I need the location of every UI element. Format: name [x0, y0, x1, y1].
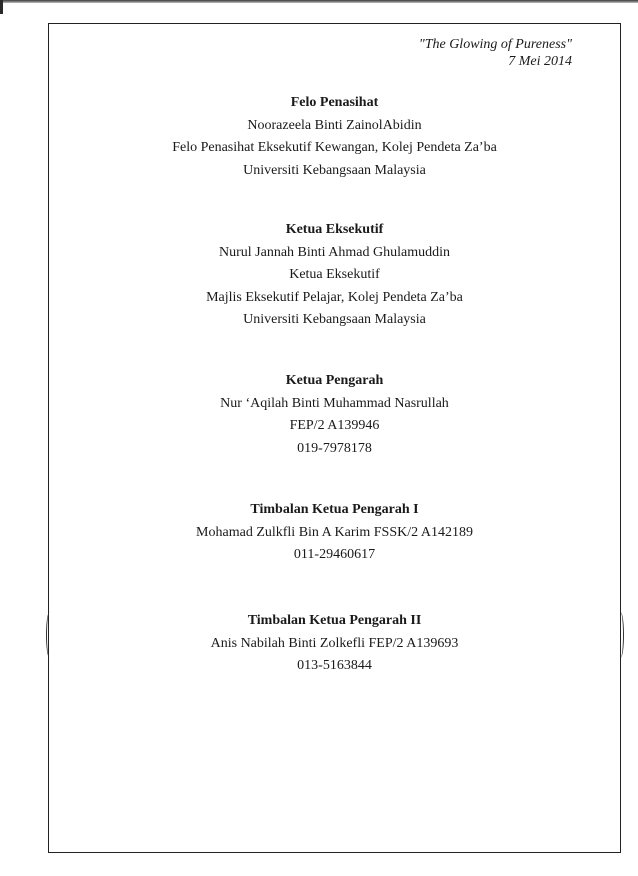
- scan-edge-top: [0, 0, 638, 3]
- section-line: Universiti Kebangsaan Malaysia: [243, 162, 426, 178]
- section-line: Nurul Jannah Binti Ahmad Ghulamuddin: [219, 244, 450, 260]
- section-title: Felo Penasihat: [290, 95, 379, 110]
- section-title: Timbalan Ketua Pengarah I: [250, 502, 419, 517]
- section-line: Nur ‘Aqilah Binti Muhammad Nasrullah: [220, 395, 449, 411]
- section-line: Noorazeela Binti ZainolAbidin: [247, 117, 422, 133]
- section-line: Universiti Kebangsaan Malaysia: [243, 312, 426, 327]
- document-date: 7 Mei 2014: [508, 54, 572, 69]
- section-timbalan-ketua-pengarah-2: [48, 610, 621, 678]
- section-line: Majlis Eksekutif Pelajar, Kolej Pendeta Za’ba: [206, 289, 463, 305]
- section-line: 013-5163844: [297, 658, 372, 673]
- header-block: [419, 36, 572, 70]
- section-line: 019-7978178: [297, 440, 372, 456]
- section-title: Ketua Pengarah: [285, 373, 384, 388]
- tagline: "The Glowing of Pureness": [418, 37, 572, 52]
- section-timbalan-ketua-pengarah-1: [48, 499, 621, 567]
- section-title: Timbalan Ketua Pengarah II: [247, 613, 422, 628]
- section-title: Ketua Eksekutif: [285, 222, 384, 237]
- section-felo-penasihat: [48, 92, 621, 182]
- section-ketua-pengarah: [48, 370, 621, 460]
- section-line: Ketua Eksekutif: [289, 267, 380, 282]
- scan-edge-left: [0, 0, 3, 14]
- section-line: 011-29460617: [293, 547, 376, 562]
- section-line: FEP/2 A139946: [289, 418, 380, 433]
- section-line: Mohamad Zulkfli Bin A Karim FSSK/2 A142189: [196, 524, 473, 540]
- section-line: Anis Nabilah Binti Zolkefli FEP/2 A139693: [210, 635, 459, 651]
- section-line: Felo Penasihat Eksekutif Kewangan, Kolej Pendeta Za’ba: [172, 140, 497, 155]
- section-ketua-eksekutif: [48, 219, 621, 332]
